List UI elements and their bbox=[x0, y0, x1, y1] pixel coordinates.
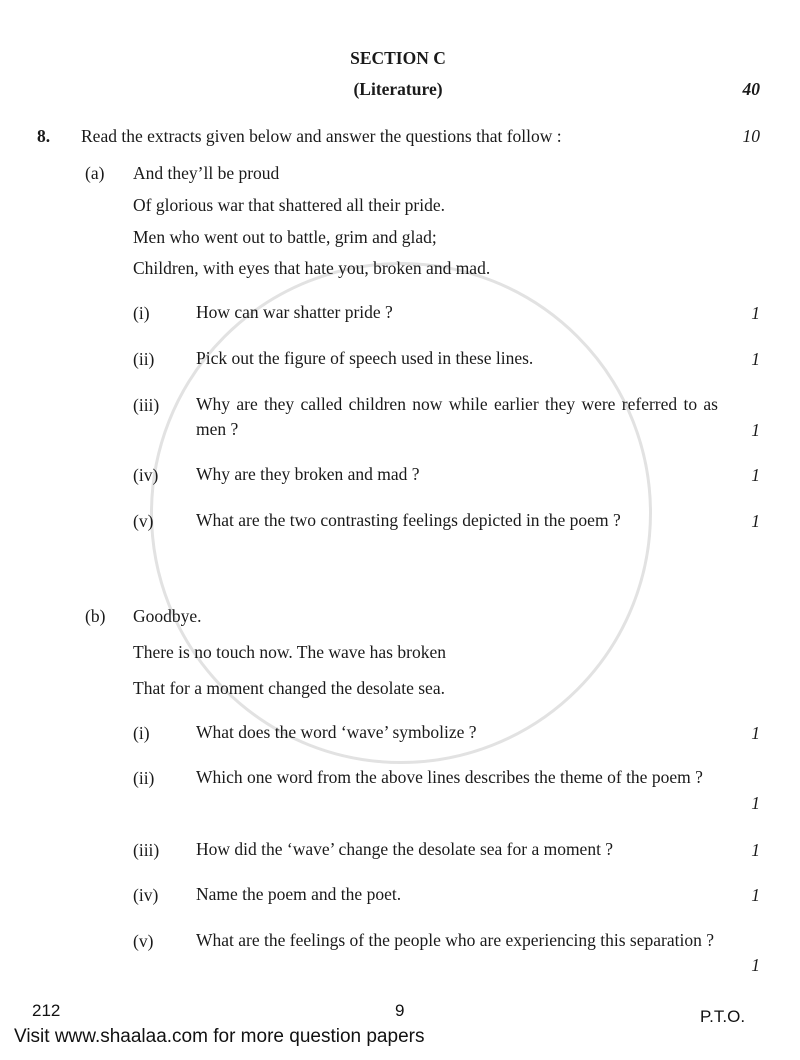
sub-number: (iv) bbox=[133, 465, 159, 485]
sub-number: (v) bbox=[133, 511, 154, 531]
poem-line: Men who went out to battle, grim and glad; bbox=[133, 227, 437, 247]
sub-question: How did the ‘wave’ change the desolate sea for a moment ? bbox=[196, 839, 614, 859]
sub-marks: 1 bbox=[751, 885, 760, 905]
sub-marks: 1 bbox=[751, 793, 760, 813]
sub-marks: 1 bbox=[751, 465, 760, 485]
sub-marks: 1 bbox=[751, 303, 760, 323]
sub-number: (i) bbox=[133, 303, 150, 323]
page-number: 9 bbox=[395, 1001, 405, 1020]
sub-question: Which one word from the above lines describes the theme of the poem ? bbox=[196, 767, 703, 787]
sub-question: Why are they broken and mad ? bbox=[196, 464, 420, 484]
sub-number: (ii) bbox=[133, 349, 155, 369]
poem-line: And they’ll be proud bbox=[133, 163, 280, 183]
sub-question: Name the poem and the poet. bbox=[196, 884, 402, 904]
sub-marks: 1 bbox=[751, 420, 760, 440]
poem-line: That for a moment changed the desolate sea. bbox=[133, 678, 445, 698]
question-instruction: Read the extracts given below and answer the questions that follow : bbox=[81, 126, 562, 146]
part-a-label: (a) bbox=[85, 163, 105, 183]
question-number: 8. bbox=[37, 126, 51, 146]
visit-link[interactable]: Visit www.shaalaa.com for more question papers bbox=[14, 1026, 425, 1047]
sub-number: (iii) bbox=[133, 840, 160, 860]
sub-number: (iii) bbox=[133, 395, 160, 415]
sub-number: (v) bbox=[133, 931, 154, 951]
section-subtitle: (Literature) bbox=[353, 79, 443, 99]
sub-marks: 1 bbox=[751, 955, 760, 975]
question-marks: 10 bbox=[742, 126, 760, 146]
section-marks: 40 bbox=[742, 79, 760, 99]
section-title: SECTION C bbox=[350, 48, 446, 68]
sub-question: Pick out the figure of speech used in these lines. bbox=[196, 348, 534, 368]
sub-question: Why are they called children now while earlier they were referred to as men ? bbox=[196, 394, 718, 439]
poem-line: There is no touch now. The wave has broken bbox=[133, 642, 446, 662]
sub-number: (i) bbox=[133, 723, 150, 743]
sub-question: What are the feelings of the people who are experiencing this separation ? bbox=[196, 930, 714, 950]
paper-code: 212 bbox=[32, 1001, 61, 1020]
poem-line: Of glorious war that shattered all their pride. bbox=[133, 195, 445, 215]
part-b-label: (b) bbox=[85, 606, 106, 626]
sub-number: (iv) bbox=[133, 885, 159, 905]
sub-marks: 1 bbox=[751, 840, 760, 860]
sub-marks: 1 bbox=[751, 511, 760, 531]
sub-marks: 1 bbox=[751, 349, 760, 369]
poem-line: Children, with eyes that hate you, broken and mad. bbox=[133, 258, 491, 278]
poem-line: Goodbye. bbox=[133, 606, 202, 626]
pto-label: P.T.O. bbox=[700, 1007, 746, 1026]
sub-question: How can war shatter pride ? bbox=[196, 302, 393, 322]
sub-number: (ii) bbox=[133, 768, 155, 788]
sub-question: What are the two contrasting feelings depicted in the poem ? bbox=[196, 510, 621, 530]
sub-question: What does the word ‘wave’ symbolize ? bbox=[196, 722, 477, 742]
sub-marks: 1 bbox=[751, 723, 760, 743]
